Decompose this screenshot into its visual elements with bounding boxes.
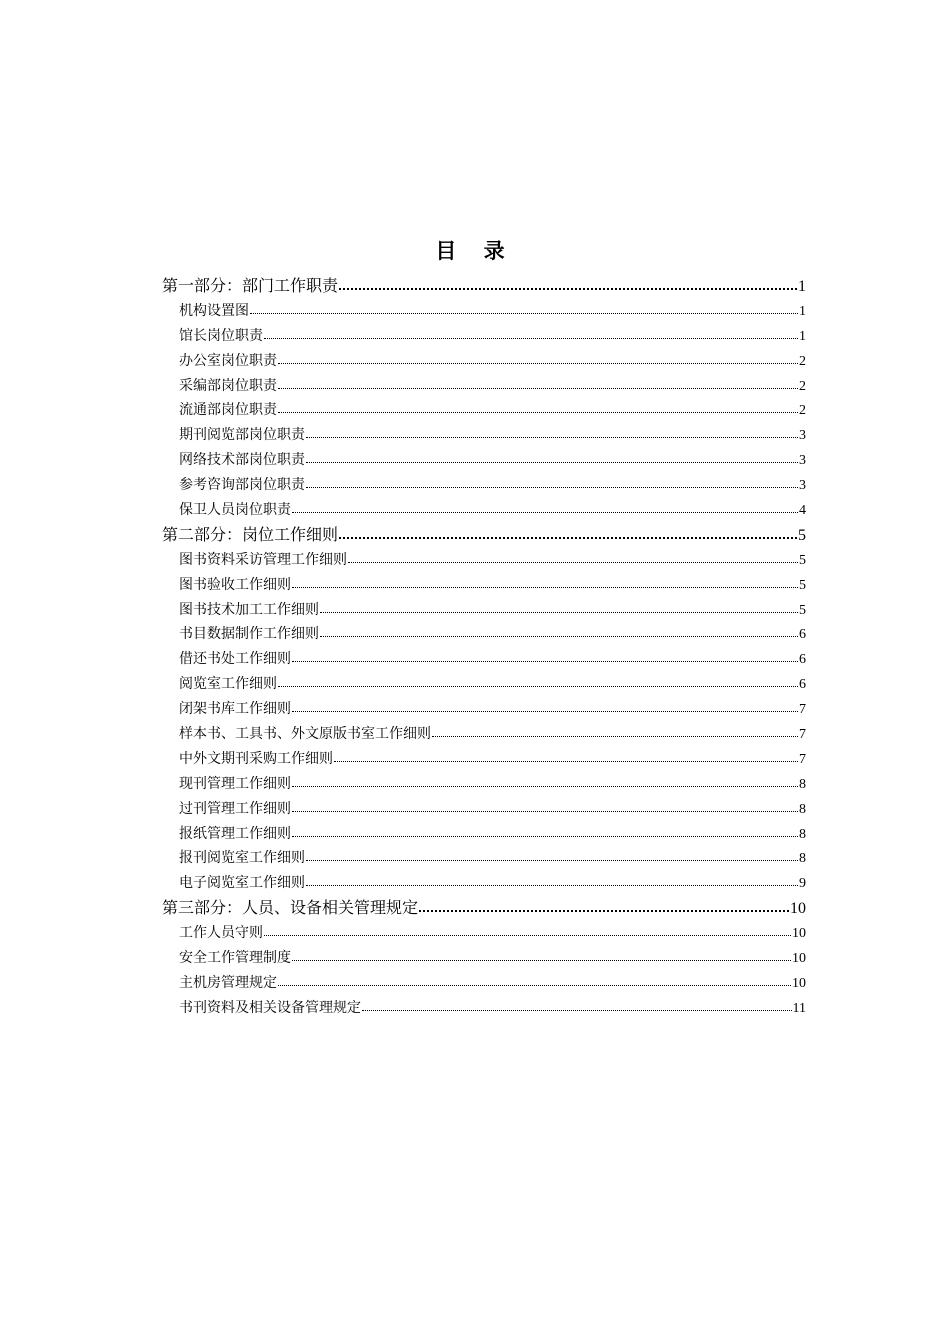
toc-dot-leader <box>306 848 798 862</box>
toc-entry[interactable] <box>162 374 806 399</box>
toc-entry[interactable] <box>162 946 806 971</box>
toc-entry[interactable] <box>162 921 806 946</box>
toc-dot-leader <box>320 600 798 614</box>
toc-page-number: 10 <box>790 900 806 918</box>
toc-dot-leader <box>419 897 789 913</box>
toc-dot-leader <box>362 998 792 1012</box>
toc-page-number: 11 <box>792 1000 806 1016</box>
toc-entry-label: 参考咨询部岗位职责 <box>179 477 305 494</box>
toc-title: 目 录 <box>435 238 515 263</box>
toc-page-number: 10 <box>792 926 806 942</box>
toc-entry[interactable] <box>162 846 806 871</box>
toc-dot-leader <box>278 674 798 688</box>
toc-dot-leader <box>292 824 798 838</box>
toc-page-number: 3 <box>799 428 806 444</box>
toc-page-number: 6 <box>799 677 806 693</box>
toc-entry-label: 第一部分：部门工作职责 <box>162 276 339 295</box>
toc-section-entry[interactable] <box>162 896 806 921</box>
toc-entry-label: 样本书、工具书、外文原版书室工作细则 <box>179 726 431 743</box>
toc-page-number: 9 <box>799 876 806 892</box>
toc-entry-label: 机构设置图 <box>179 302 249 319</box>
toc-page-number: 2 <box>799 403 806 419</box>
toc-entry-label: 采编部岗位职责 <box>179 377 277 394</box>
toc-dot-leader <box>334 749 798 763</box>
toc-page-number: 6 <box>799 652 806 668</box>
toc-dot-leader <box>292 500 798 514</box>
toc-dot-leader <box>306 450 798 464</box>
toc-page-number: 8 <box>799 776 806 792</box>
toc-entry-label: 图书验收工作细则 <box>179 576 291 593</box>
toc-entry-label: 中外文期刊采购工作细则 <box>179 750 333 767</box>
toc-entry[interactable] <box>162 971 806 996</box>
toc-dot-leader <box>292 948 791 962</box>
toc-entry-label: 报纸管理工作细则 <box>179 825 291 842</box>
toc-entry-label: 借还书处工作细则 <box>179 651 291 668</box>
toc-dot-leader <box>278 376 798 390</box>
toc-page-number: 5 <box>799 552 806 568</box>
toc-entry[interactable] <box>162 722 806 747</box>
toc-entry-label: 书目数据制作工作细则 <box>179 626 319 643</box>
toc-entry-label: 图书资料采访管理工作细则 <box>179 551 347 568</box>
toc-entry-label: 第三部分：人员、设备相关管理规定 <box>162 898 419 918</box>
toc-entry-label: 主机房管理规定 <box>179 974 277 991</box>
toc-dot-leader <box>264 923 791 937</box>
toc-dot-leader <box>278 400 798 414</box>
toc-entry[interactable] <box>162 697 806 722</box>
toc-entry[interactable] <box>162 448 806 473</box>
toc-entry[interactable] <box>162 747 806 772</box>
toc-page-number: 7 <box>799 751 806 767</box>
toc-entry-label: 保卫人员岗位职责 <box>179 502 291 519</box>
toc-page-number: 10 <box>792 975 806 991</box>
toc-page-number: 1 <box>799 303 806 319</box>
toc-page-number: 3 <box>799 478 806 494</box>
toc-entry[interactable] <box>162 672 806 697</box>
toc-entry-label: 书刊资料及相关设备管理规定 <box>179 999 361 1016</box>
toc-dot-leader <box>432 724 798 738</box>
toc-entry[interactable] <box>162 772 806 797</box>
toc-entry-label: 流通部岗位职责 <box>179 402 277 419</box>
toc-entry-label: 闭架书库工作细则 <box>179 701 291 718</box>
toc-page-number: 1 <box>799 328 806 344</box>
toc-section-entry[interactable] <box>162 274 806 299</box>
toc-entry-label: 安全工作管理制度 <box>179 950 291 967</box>
toc-section-entry[interactable] <box>162 523 806 548</box>
toc-page-number: 7 <box>799 702 806 718</box>
toc-dot-leader <box>292 699 798 713</box>
toc-dot-leader <box>339 275 797 291</box>
toc-entry[interactable] <box>162 548 806 573</box>
toc-dot-leader <box>339 524 797 540</box>
toc-entry-label: 工作人员守则 <box>179 925 263 942</box>
toc-page-number: 5 <box>799 577 806 593</box>
toc-entry[interactable] <box>162 822 806 847</box>
toc-dot-leader <box>306 425 798 439</box>
toc-dot-leader <box>264 326 798 340</box>
toc-entry[interactable] <box>162 622 806 647</box>
toc-entry-label: 期刊阅览部岗位职责 <box>179 427 305 444</box>
toc-entry[interactable] <box>162 349 806 374</box>
toc-entry-label: 图书技术加工工作细则 <box>179 601 319 618</box>
toc-entry[interactable] <box>162 423 806 448</box>
toc-dot-leader <box>348 550 798 564</box>
toc-entry-label: 报刊阅览室工作细则 <box>179 850 305 867</box>
toc-page-number: 6 <box>799 627 806 643</box>
toc-dot-leader <box>320 624 798 638</box>
toc-dot-leader <box>306 475 798 489</box>
toc-entry[interactable] <box>162 598 806 623</box>
toc-page-number: 8 <box>799 801 806 817</box>
toc-entry[interactable] <box>162 797 806 822</box>
toc-entry-label: 网络技术部岗位职责 <box>179 452 305 469</box>
toc-dot-leader <box>292 774 798 788</box>
toc-page-number: 8 <box>799 851 806 867</box>
toc-entry-label: 电子阅览室工作细则 <box>179 875 305 892</box>
toc-dot-leader <box>292 799 798 813</box>
toc-dot-leader <box>278 973 791 987</box>
toc-entry[interactable] <box>162 871 806 896</box>
toc-entry[interactable] <box>162 573 806 598</box>
toc-dot-leader <box>250 301 798 315</box>
toc-page-number: 7 <box>799 727 806 743</box>
toc-dot-leader <box>292 575 798 589</box>
toc-entry-label: 阅览室工作细则 <box>179 676 277 693</box>
toc-dot-leader <box>292 649 798 663</box>
toc-entry[interactable] <box>162 398 806 423</box>
toc-entry[interactable] <box>162 324 806 349</box>
toc-entry[interactable] <box>162 647 806 672</box>
toc-entry[interactable] <box>162 299 806 324</box>
toc-page-number: 10 <box>792 951 806 967</box>
table-of-contents <box>162 274 806 1021</box>
toc-page-number: 2 <box>799 378 806 394</box>
toc-entry-label: 过刊管理工作细则 <box>179 800 291 817</box>
toc-entry[interactable] <box>162 498 806 523</box>
toc-entry[interactable] <box>162 996 806 1021</box>
toc-entry-label: 现刊管理工作细则 <box>179 775 291 792</box>
toc-page-number: 3 <box>799 453 806 469</box>
toc-dot-leader <box>306 873 798 887</box>
toc-page-number: 4 <box>799 503 806 519</box>
toc-page-number: 5 <box>798 526 806 544</box>
toc-entry[interactable] <box>162 473 806 498</box>
toc-entry-label: 办公室岗位职责 <box>179 352 277 369</box>
toc-entry-label: 第二部分：岗位工作细则 <box>162 524 339 544</box>
toc-page-number: 2 <box>799 353 806 369</box>
toc-dot-leader <box>278 351 798 365</box>
toc-entry-label: 馆长岗位职责 <box>179 327 263 344</box>
toc-page-number: 1 <box>798 278 806 295</box>
toc-page-number: 8 <box>799 826 806 842</box>
toc-page-number: 5 <box>799 602 806 618</box>
